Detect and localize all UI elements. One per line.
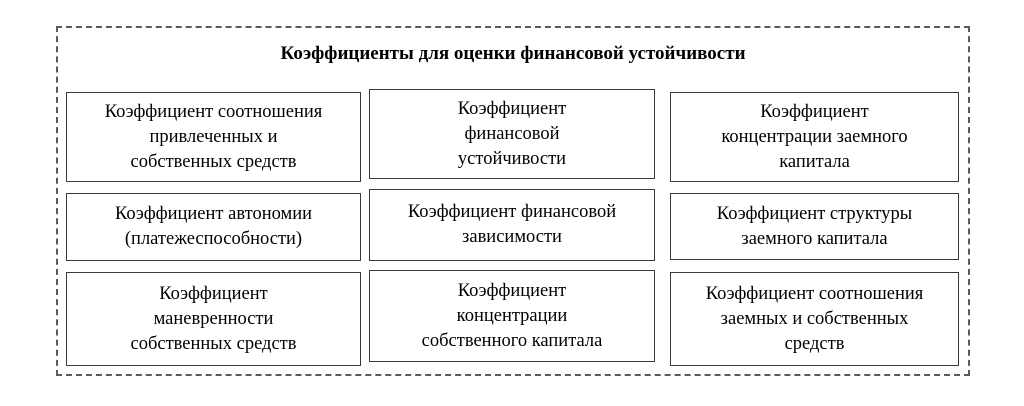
box-label: Коэффициент концентрации собственного капитала	[421, 280, 603, 351]
box-label: Коэффициент соотношения привлеченных и собственных средств	[104, 101, 323, 172]
box-ratio-borrowed-and-own-funds	[670, 272, 959, 366]
box-label: Коэффициент маневренности собственных средств	[130, 283, 297, 354]
box-label: Коэффициент финансовой устойчивости	[457, 98, 567, 169]
box-financial-dependence-ratio	[369, 189, 655, 261]
box-own-funds-maneuverability-ratio	[66, 272, 361, 366]
box-label: Коэффициент структуры заемного капитала	[716, 203, 913, 249]
box-label: Коэффициент соотношения заемных и собственных средств	[705, 283, 924, 354]
box-own-capital-concentration-ratio	[369, 270, 655, 362]
box-label: Коэффициент концентрации заемного капитала	[721, 101, 908, 172]
diagram-title: Коэффициенты для оценки финансовой устойчивости	[280, 43, 746, 64]
box-autonomy-ratio	[66, 193, 361, 261]
box-borrowed-capital-structure-ratio	[670, 193, 959, 260]
box-label: Коэффициент финансовой зависимости	[407, 202, 617, 247]
box-borrowed-capital-concentration-ratio	[670, 92, 959, 182]
box-ratio-borrowed-to-own-funds	[66, 92, 361, 182]
box-financial-stability-ratio	[369, 89, 655, 179]
box-label: Коэффициент автономии (платежеспособности)	[115, 204, 312, 249]
